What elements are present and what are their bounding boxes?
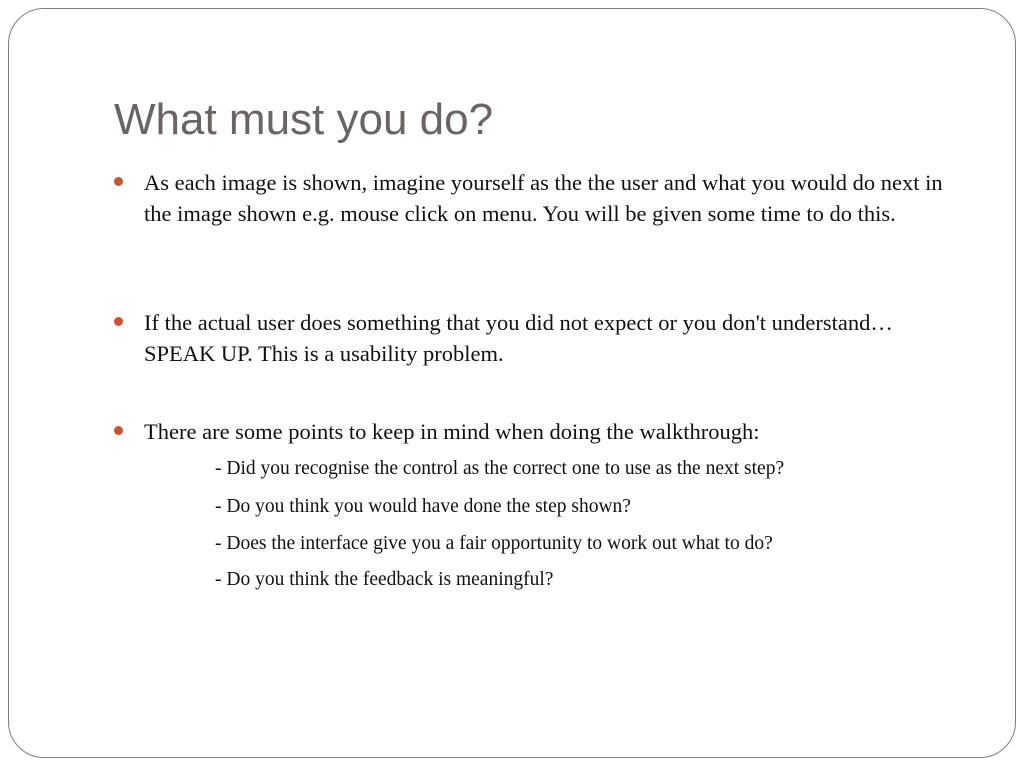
sub-point: - Do you think you would have done the step shown? <box>215 496 631 517</box>
bullet-text: If the actual user does something that you did not expect or you don't understand… SPEAK UP. This is a usability problem. <box>144 310 893 366</box>
bullet-marker-icon <box>114 177 123 186</box>
sub-point: - Do you think the feedback is meaningful? <box>215 569 554 590</box>
bullet-marker-icon <box>114 317 123 326</box>
bullet-text: There are some points to keep in mind when doing the walkthrough: <box>144 419 760 444</box>
bullet-marker-icon <box>114 426 123 435</box>
slide-title: What must you do? <box>114 95 494 144</box>
sub-point: - Did you recognise the control as the correct one to use as the next step? <box>215 458 785 479</box>
sub-point: - Does the interface give you a fair opportunity to work out what to do? <box>215 533 773 554</box>
bullet-text: As each image is shown, imagine yourself as the the user and what you would do next in the image shown e.g. mouse click on menu. You will be given some time to do this. <box>144 170 943 226</box>
